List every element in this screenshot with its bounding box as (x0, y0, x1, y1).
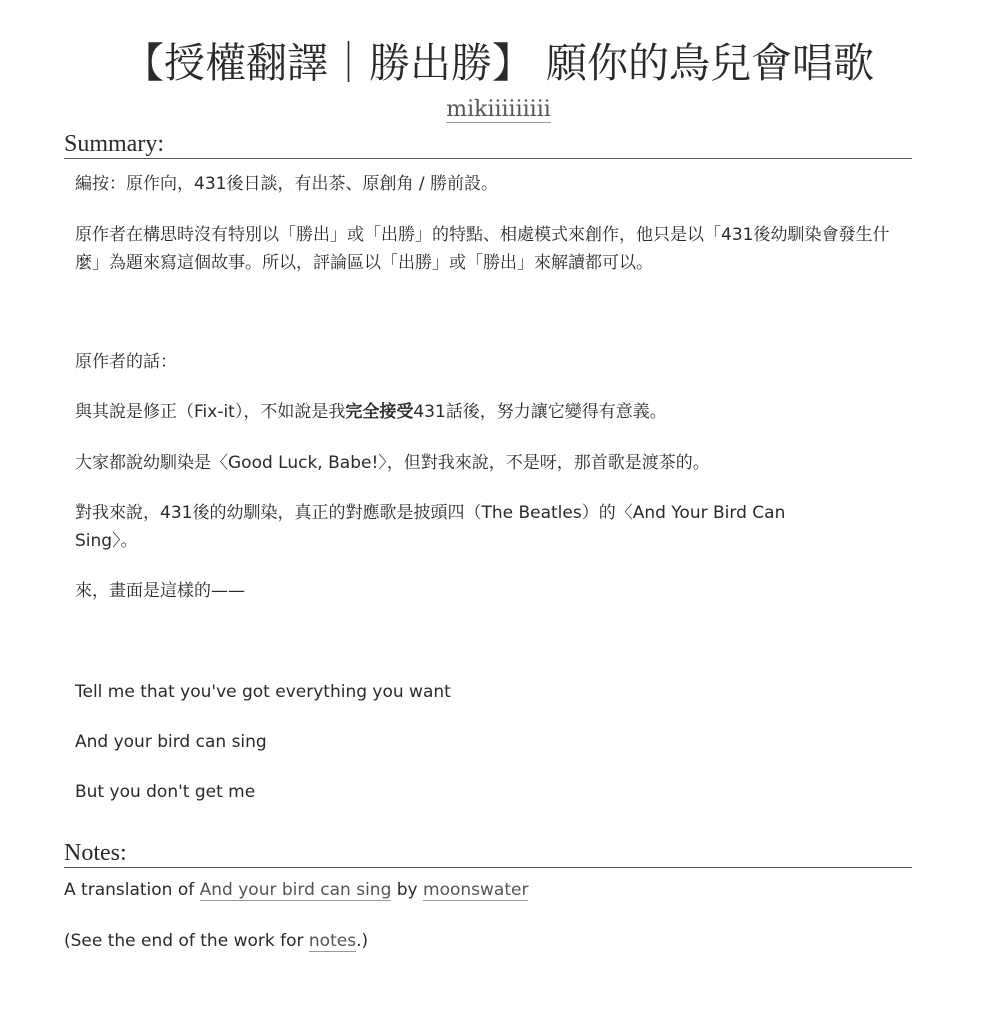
lyric-line-3: But you don't get me (75, 782, 256, 802)
summary-paragraph-2: 原作者在構思時沒有特別以「勝出」或「出勝」的特點、相處模式來創作，他只是以「431後幼馴染會發生什麼」為題來寫這個故事。所以，評論區以「出勝」或「勝出」來解讀都可以。 (75, 225, 890, 273)
work-title: 【授權翻譯｜勝出勝】 願你的鳥兒會唱歌 (122, 39, 875, 87)
summary-paragraph-7: 來，畫面是這樣的—— (75, 581, 245, 601)
summary-paragraph-4-emphasis: 完全接受 (345, 402, 414, 422)
lyric-line-1: Tell me that you've got everything you want (75, 682, 451, 702)
summary-paragraph-6: 對我來說，431後的幼馴染，真正的對應歌是披頭四（The Beatles）的〈And Your Bird Can Sing〉。 (75, 503, 786, 551)
translation-note-by: by (391, 880, 424, 900)
summary-paragraph-3: 原作者的話： (75, 352, 177, 372)
source-author-link[interactable]: moonswater (423, 880, 529, 900)
translation-note (64, 876, 904, 904)
end-notes-suffix: .) (356, 931, 369, 951)
end-notes-pointer (64, 927, 904, 955)
translation-note-prefix: A translation of (64, 880, 200, 900)
summary-paragraph-4-start: 與其說是修正（Fix-it），不如說是我 (75, 402, 346, 422)
summary-paragraph-4-end: 431話後，努力讓它變得有意義。 (413, 402, 667, 422)
author-link[interactable]: mikiiiiiiiii (446, 97, 551, 122)
lyric-line-2: And your bird can sing (75, 732, 267, 752)
summary-paragraph-1: 編按：原作向，431後日談，有出茶、原創角 / 勝前設。 (75, 174, 498, 194)
end-notes-link[interactable]: notes (308, 931, 357, 951)
end-notes-prefix: (See the end of the work for (64, 931, 309, 951)
notes-heading: Notes: (64, 841, 912, 868)
source-work-link[interactable]: And your bird can sing (199, 880, 392, 900)
summary-heading: Summary: (64, 132, 912, 159)
summary-paragraph-4 (75, 398, 905, 426)
summary-paragraph-5: 大家都說幼馴染是〈Good Luck, Babe!〉，但對我來說，不是呀，那首歌是渡茶的。 (75, 453, 710, 473)
byline (0, 96, 997, 124)
